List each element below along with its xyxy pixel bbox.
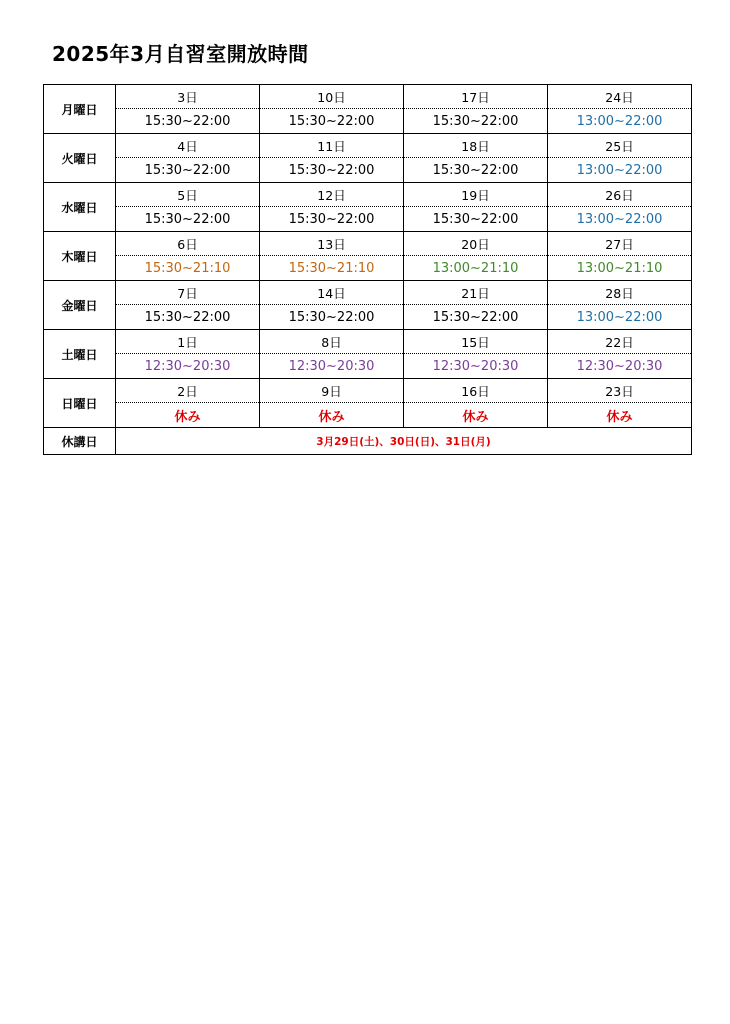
date-cell: 13日 xyxy=(260,232,404,256)
date-cell: 25日 xyxy=(548,134,692,158)
date-cell: 1日 xyxy=(116,330,260,354)
date-cell: 15日 xyxy=(404,330,548,354)
closed-day-cell: 休み xyxy=(116,403,260,428)
open-hours-cell: 15:30~22:00 xyxy=(116,158,260,183)
date-cell: 18日 xyxy=(404,134,548,158)
date-cell: 23日 xyxy=(548,379,692,403)
open-hours-cell: 13:00~21:10 xyxy=(548,256,692,281)
holiday-row xyxy=(44,428,692,455)
open-hours-cell: 15:30~22:00 xyxy=(404,109,548,134)
week-row-dates xyxy=(44,183,692,207)
open-hours-cell: 15:30~22:00 xyxy=(116,305,260,330)
date-cell: 2日 xyxy=(116,379,260,403)
open-hours-cell: 15:30~21:10 xyxy=(260,256,404,281)
date-cell: 19日 xyxy=(404,183,548,207)
open-hours-cell: 12:30~20:30 xyxy=(260,354,404,379)
open-hours-cell: 12:30~20:30 xyxy=(116,354,260,379)
date-cell: 14日 xyxy=(260,281,404,305)
date-cell: 20日 xyxy=(404,232,548,256)
open-hours-cell: 15:30~22:00 xyxy=(404,207,548,232)
closed-day-cell: 休み xyxy=(548,403,692,428)
open-hours-cell: 15:30~22:00 xyxy=(260,158,404,183)
week-row-hours xyxy=(44,305,692,330)
week-row-dates xyxy=(44,85,692,109)
week-row-hours xyxy=(44,207,692,232)
date-cell: 5日 xyxy=(116,183,260,207)
date-cell: 6日 xyxy=(116,232,260,256)
date-cell: 21日 xyxy=(404,281,548,305)
weekday-label: 土曜日 xyxy=(44,330,116,379)
schedule-table xyxy=(43,84,692,455)
date-cell: 26日 xyxy=(548,183,692,207)
open-hours-cell: 13:00~22:00 xyxy=(548,305,692,330)
weekday-label: 火曜日 xyxy=(44,134,116,183)
week-row-dates xyxy=(44,330,692,354)
date-cell: 10日 xyxy=(260,85,404,109)
weekday-label: 金曜日 xyxy=(44,281,116,330)
weekday-label: 日曜日 xyxy=(44,379,116,428)
date-cell: 3日 xyxy=(116,85,260,109)
schedule-body xyxy=(44,85,692,455)
date-cell: 24日 xyxy=(548,85,692,109)
date-cell: 11日 xyxy=(260,134,404,158)
date-cell: 9日 xyxy=(260,379,404,403)
week-row-hours xyxy=(44,109,692,134)
open-hours-cell: 15:30~22:00 xyxy=(404,305,548,330)
open-hours-cell: 12:30~20:30 xyxy=(404,354,548,379)
weekday-label: 月曜日 xyxy=(44,85,116,134)
closed-day-cell: 休み xyxy=(260,403,404,428)
date-cell: 22日 xyxy=(548,330,692,354)
week-row-dates xyxy=(44,134,692,158)
holiday-dates: 3月29日(土)、30日(日)、31日(月) xyxy=(116,428,692,455)
open-hours-cell: 13:00~21:10 xyxy=(404,256,548,281)
date-cell: 28日 xyxy=(548,281,692,305)
open-hours-cell: 15:30~22:00 xyxy=(116,109,260,134)
weekday-label: 木曜日 xyxy=(44,232,116,281)
page-title: 2025年3月自習室開放時間 xyxy=(52,42,309,66)
week-row-hours xyxy=(44,256,692,281)
open-hours-cell: 13:00~22:00 xyxy=(548,158,692,183)
open-hours-cell: 12:30~20:30 xyxy=(548,354,692,379)
date-cell: 27日 xyxy=(548,232,692,256)
week-row-hours xyxy=(44,354,692,379)
open-hours-cell: 15:30~22:00 xyxy=(116,207,260,232)
date-cell: 4日 xyxy=(116,134,260,158)
weekday-label: 水曜日 xyxy=(44,183,116,232)
date-cell: 12日 xyxy=(260,183,404,207)
open-hours-cell: 15:30~22:00 xyxy=(260,305,404,330)
open-hours-cell: 15:30~22:00 xyxy=(260,207,404,232)
open-hours-cell: 13:00~22:00 xyxy=(548,109,692,134)
open-hours-cell: 15:30~21:10 xyxy=(116,256,260,281)
open-hours-cell: 15:30~22:00 xyxy=(260,109,404,134)
week-row-hours xyxy=(44,403,692,428)
week-row-hours xyxy=(44,158,692,183)
date-cell: 8日 xyxy=(260,330,404,354)
date-cell: 7日 xyxy=(116,281,260,305)
week-row-dates xyxy=(44,379,692,403)
week-row-dates xyxy=(44,281,692,305)
date-cell: 17日 xyxy=(404,85,548,109)
open-hours-cell: 13:00~22:00 xyxy=(548,207,692,232)
date-cell: 16日 xyxy=(404,379,548,403)
closed-day-cell: 休み xyxy=(404,403,548,428)
open-hours-cell: 15:30~22:00 xyxy=(404,158,548,183)
week-row-dates xyxy=(44,232,692,256)
holiday-label: 休講日 xyxy=(44,428,116,455)
